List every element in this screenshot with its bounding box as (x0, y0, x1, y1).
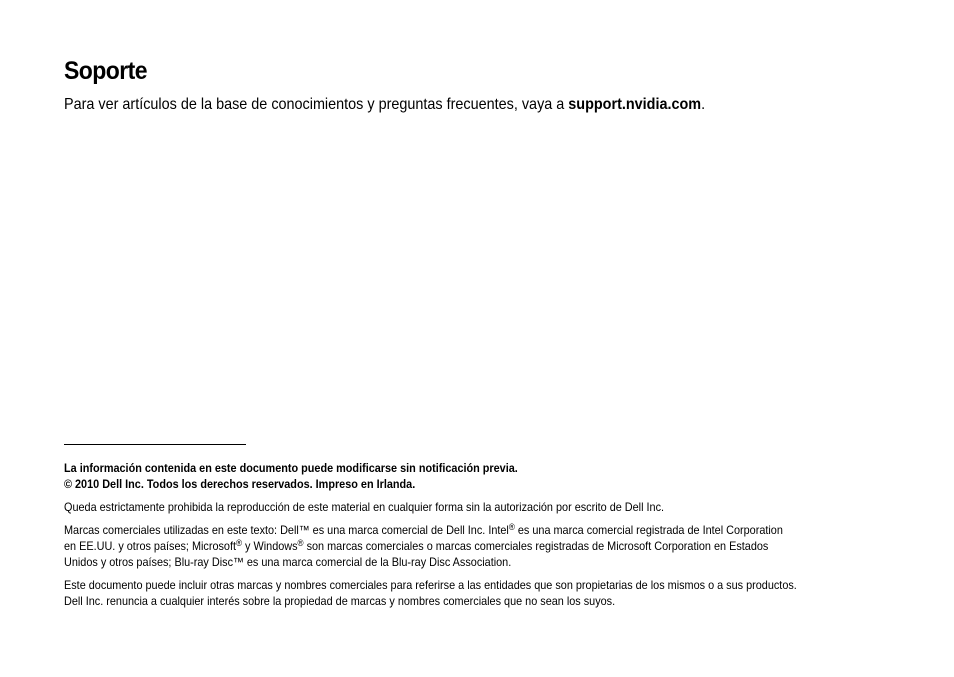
registered-mark: ® (297, 538, 304, 548)
trademarks-text-2b: y Windows (242, 539, 298, 553)
trademarks-notice (64, 522, 851, 570)
registered-mark: ® (508, 522, 515, 532)
support-intro-text: Para ver artículos de la base de conocimientos y preguntas frecuentes, vaya a (64, 96, 569, 113)
footnote-divider (64, 444, 246, 445)
other-trademarks-notice (64, 577, 851, 609)
section-title: Soporte (64, 57, 148, 85)
trademarks-text-1b: es una marca comercial registrada de Intel Corporation (514, 523, 783, 537)
trademarks-text-2c: son marcas comerciales o marcas comerciales registradas de Microsoft Corporation en Estados (303, 539, 769, 553)
trademarks-text-3: Unidos y otros países; Blu-ray Disc™ es una marca comercial de la Blu-ray Disc Association. (64, 555, 512, 569)
trademarks-text-1a: Marcas comerciales utilizadas en este texto: Dell™ es una marca comercial de Dell Inc. Intel (64, 523, 509, 537)
notice-line-2: © 2010 Dell Inc. Todos los derechos reservados. Impreso en Irlanda. (64, 477, 416, 491)
notice-block (64, 460, 851, 492)
other-trademarks-line-2: Dell Inc. renuncia a cualquier interés sobre la propiedad de marcas y nombres comerciales que no sean los suyos. (64, 594, 616, 608)
support-intro (64, 96, 705, 114)
notice-line-1: La información contenida en este documento puede modificarse sin notificación previa. (64, 461, 518, 475)
support-link[interactable]: support.nvidia.com (568, 96, 702, 113)
legal-notice (64, 460, 851, 616)
reproduction-notice: Queda estrictamente prohibida la reproducción de este material en cualquier forma sin la autorización por escrito de Dell Inc. (64, 500, 665, 514)
registered-mark: ® (236, 538, 243, 548)
support-intro-end: . (701, 96, 706, 113)
trademarks-text-2a: en EE.UU. y otros países; Microsoft (64, 539, 237, 553)
other-trademarks-line-1: Este documento puede incluir otras marcas y nombres comerciales para referirse a las entidades que son propietarias de los mismos o a sus productos. (64, 578, 797, 592)
